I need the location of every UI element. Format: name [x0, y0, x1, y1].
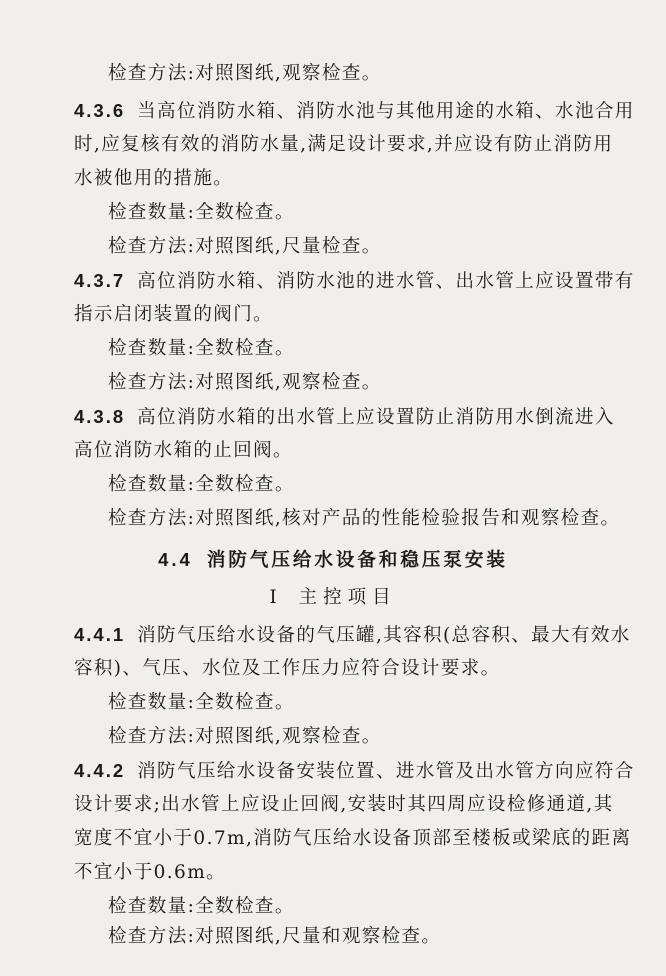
inspection-method-line: 检查方法:对照图纸,核对产品的性能检验报告和观察检查。: [108, 508, 621, 529]
inspection-method-line: 检查方法:对照图纸,尺量和观察检查。: [108, 926, 442, 947]
clause-text-line: 时,应复核有效的消防水量,满足设计要求,并应设有防止消防用: [74, 134, 614, 155]
inspection-quantity-line: 检查数量:全数检查。: [108, 896, 295, 917]
inspection-method-line: 检查方法:对照图纸,观察检查。: [108, 372, 382, 393]
subsection-number: Ⅰ: [269, 587, 283, 608]
inspection-method-line: 检查方法:对照图纸,观察检查。: [108, 726, 382, 747]
clause-number: 4.3.7: [74, 270, 126, 291]
clause-text-line: 宽度不宜小于0.7m,消防气压给水设备顶部至楼板或梁底的距离: [74, 828, 632, 849]
clause-text: 消防气压给水设备的气压罐,其容积(总容积、最大有效水: [137, 625, 631, 646]
inspection-quantity-line: 检查数量:全数检查。: [108, 338, 295, 359]
section-heading: [0, 549, 666, 572]
inspection-quantity-line: 检查数量:全数检查。: [108, 692, 295, 713]
inspection-quantity-line: 检查数量:全数检查。: [108, 474, 295, 495]
subsection-title: 主控项目: [298, 587, 397, 608]
clause-4-3-8: [74, 406, 615, 429]
clause-text: 高位消防水箱、消防水池的进水管、出水管上应设置带有: [137, 271, 635, 292]
clause-4-4-2: [74, 760, 635, 783]
clause-number: 4.4.2: [74, 760, 126, 781]
clause-text-line: 设计要求;出水管上应设止回阀,安装时其四周应设检修通道,其: [74, 794, 614, 815]
clause-text-line: 容积)、气压、水位及工作压力应符合设计要求。: [74, 658, 501, 679]
clause-text-line: 指示启闭装置的阀门。: [74, 304, 274, 325]
clause-text: 当高位消防水箱、消防水池与其他用途的水箱、水池合用: [137, 101, 635, 122]
clause-number: 4.3.6: [74, 100, 126, 121]
clause-number: 4.4.1: [74, 624, 126, 645]
clause-4-3-7: [74, 270, 635, 293]
clause-text: 高位消防水箱的出水管上应设置防止消防用水倒流进入: [137, 407, 615, 428]
clause-text-line: 高位消防水箱的止回阀。: [74, 440, 293, 461]
subsection-heading: [0, 587, 666, 609]
clause-text: 消防气压给水设备安装位置、进水管及出水管方向应符合: [137, 761, 635, 782]
inspection-method-line: 检查方法:对照图纸,尺量检查。: [108, 236, 382, 257]
inspection-method-line: 检查方法:对照图纸,观察检查。: [108, 63, 382, 84]
clause-number: 4.3.8: [74, 406, 126, 427]
clause-4-4-1: [74, 624, 631, 647]
section-title: 消防气压给水设备和稳压泵安装: [206, 550, 508, 571]
clause-text-line: 水被他用的措施。: [74, 168, 234, 189]
inspection-quantity-line: 检查数量:全数检查。: [108, 202, 295, 223]
section-number: 4.4: [158, 549, 193, 570]
clause-text-line: 不宜小于0.6m。: [74, 862, 227, 883]
clause-4-3-6: [74, 100, 635, 123]
